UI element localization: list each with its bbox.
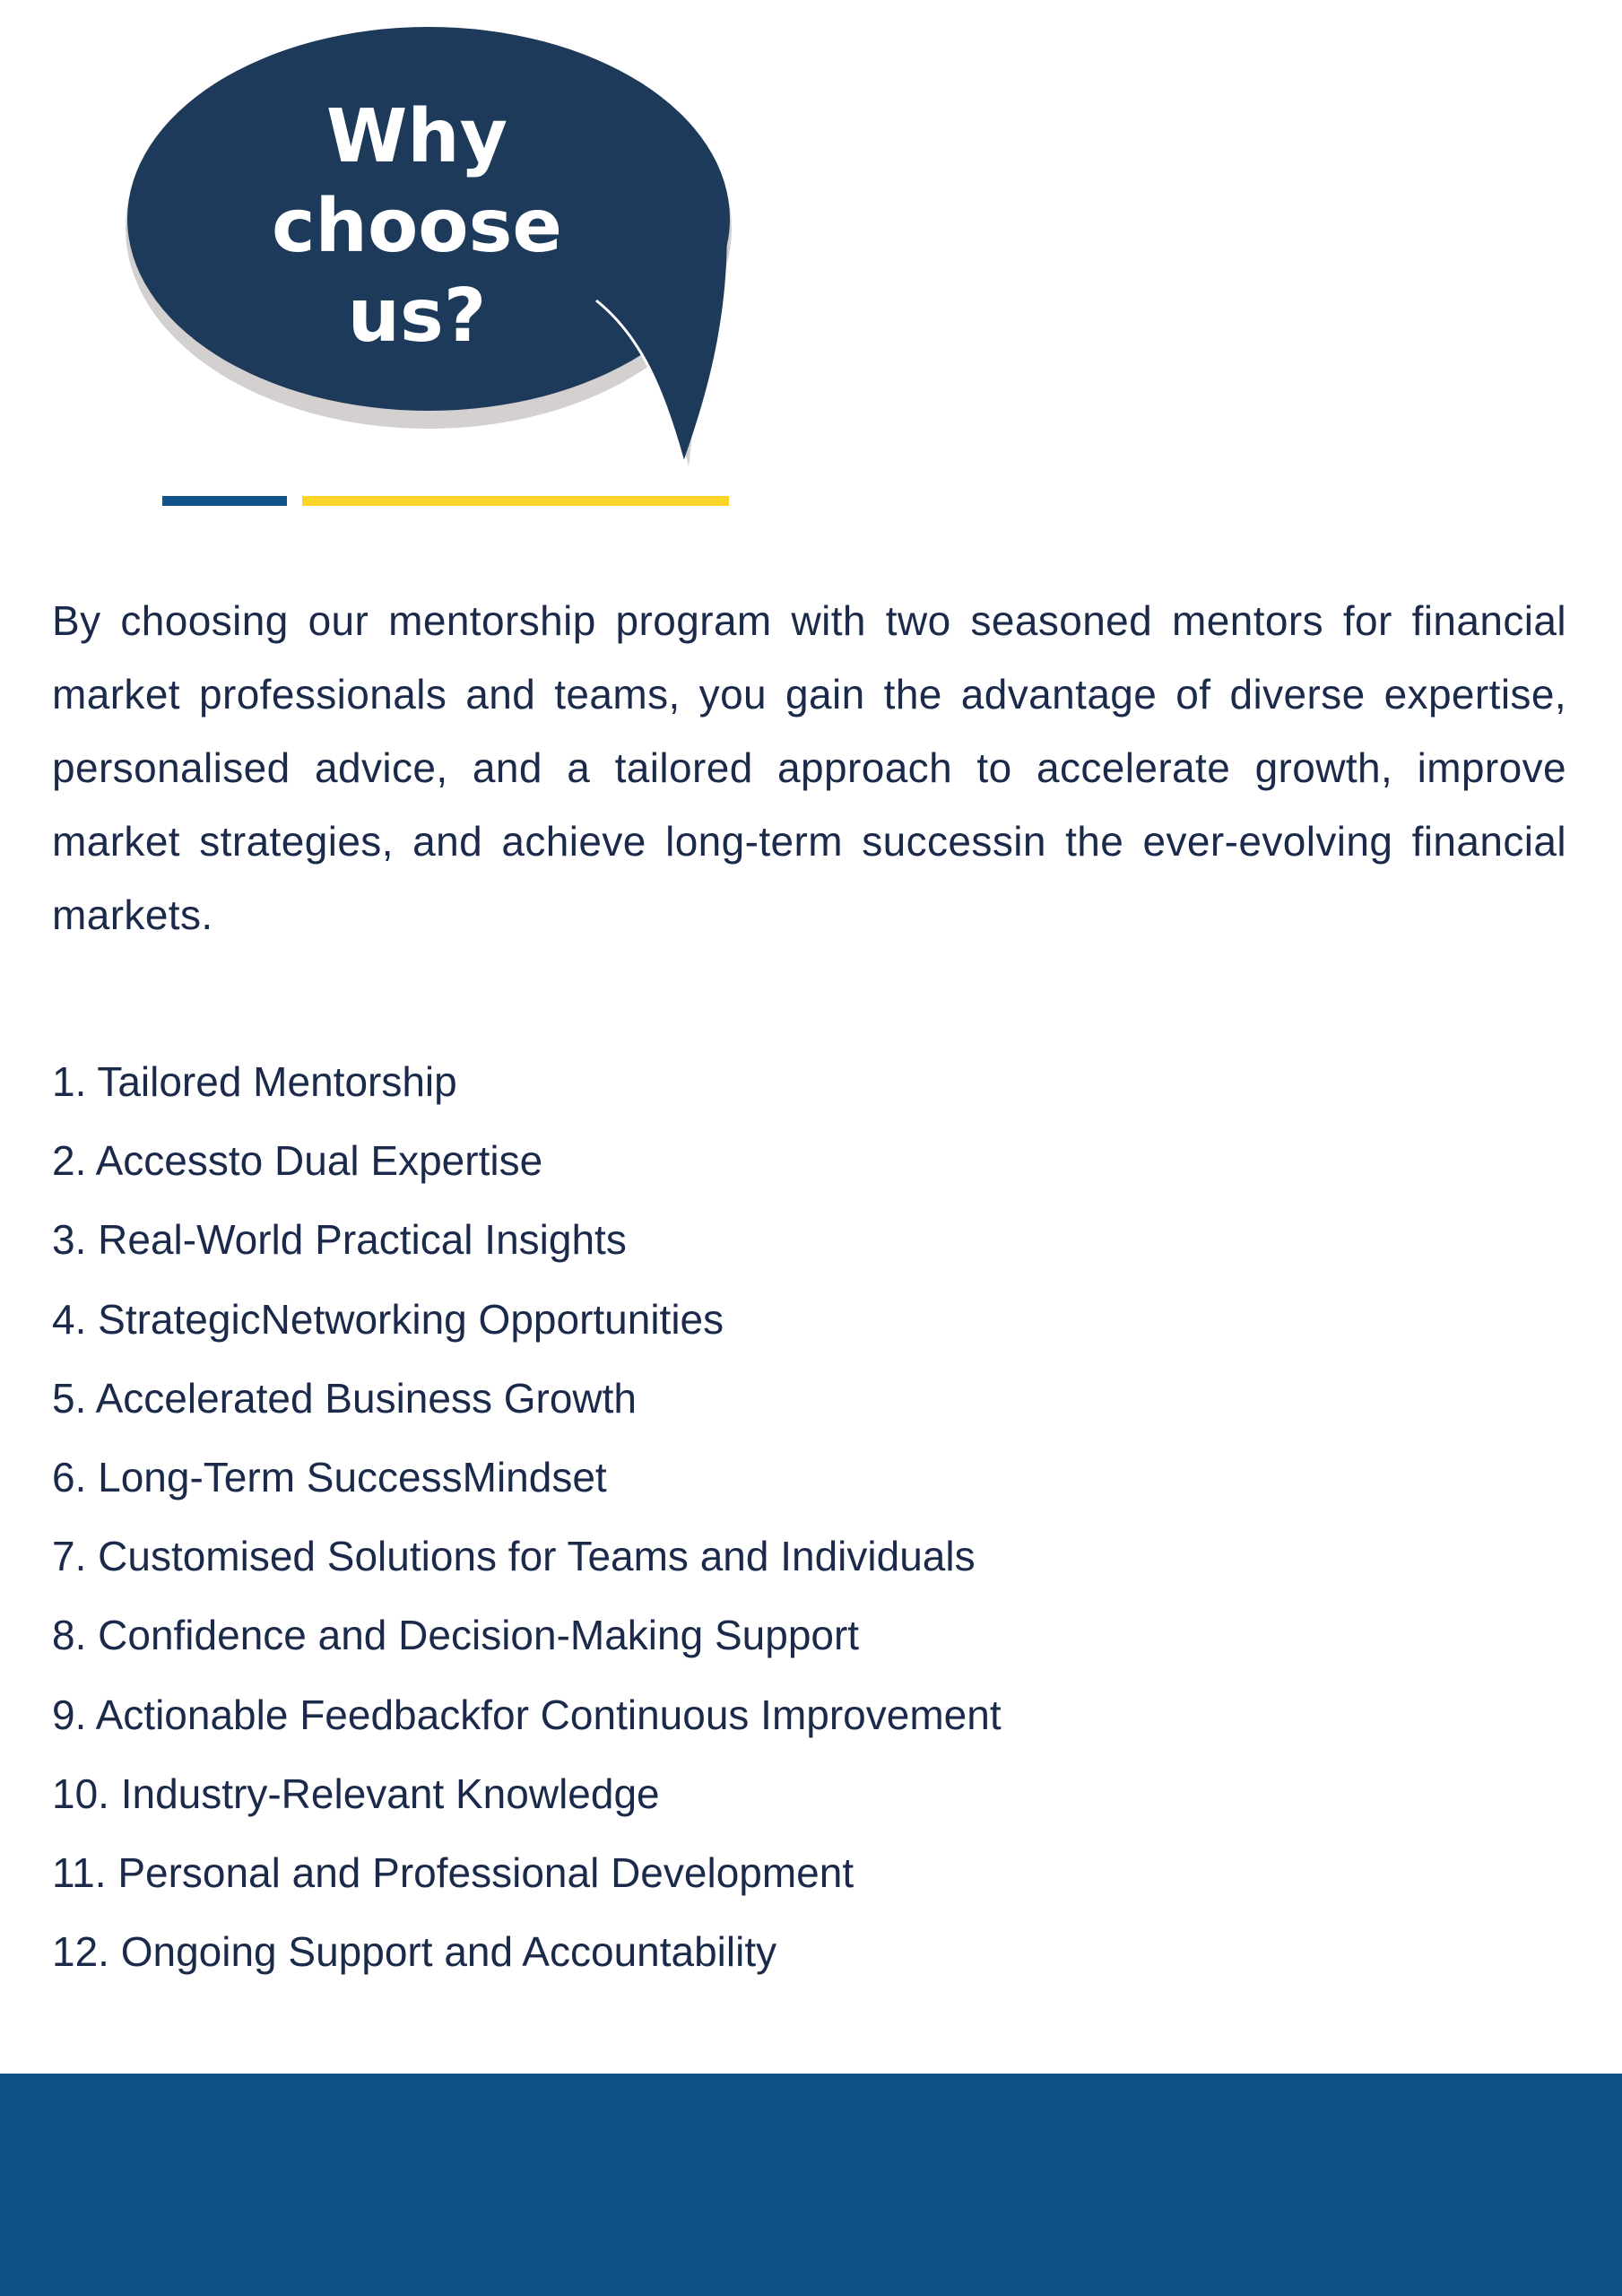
- list-item: 6. Long-Term SuccessMindset: [52, 1454, 607, 1501]
- benefits-list: [52, 1042, 1002, 1991]
- bubble-line: Why: [325, 94, 508, 179]
- bubble-line: choose: [271, 184, 563, 269]
- intro-paragraph: By choosing our mentorship program with two seasoned mentors for financial market professionals and teams, you gain the advantage of diverse expertise, personalised advice, and a tailored approach to accelerate growth, improve market strategies, and achieve long-term successin the ever-evolving financial markets.: [52, 597, 1566, 938]
- speech-bubble-graphic: [117, 13, 744, 480]
- list-item: 12. Ongoing Support and Accountability: [52, 1928, 777, 1976]
- bubble-line: us?: [347, 274, 487, 359]
- list-item: 11. Personal and Professional Development: [52, 1849, 854, 1897]
- list-item: 3. Real-World Practical Insights: [52, 1216, 627, 1264]
- list-item: 4. StrategicNetworking Opportunities: [52, 1295, 724, 1343]
- footer-band: [0, 2074, 1622, 2296]
- list-item: 10. Industry-Relevant Knowledge: [52, 1770, 660, 1817]
- accent-bar-blue: [162, 496, 287, 506]
- list-item: 2. Accessto Dual Expertise: [52, 1137, 543, 1185]
- list-item: 1. Tailored Mentorship: [52, 1058, 457, 1105]
- list-item: 7. Customised Solutions for Teams and Individuals: [52, 1533, 976, 1580]
- accent-bar-yellow: [302, 496, 729, 506]
- bubble-title: [251, 92, 583, 361]
- list-item: 9. Actionable Feedbackfor Continuous Improvement: [52, 1691, 1002, 1738]
- list-item: 5. Accelerated Business Growth: [52, 1374, 637, 1422]
- list-item: 8. Confidence and Decision-Making Support: [52, 1612, 860, 1659]
